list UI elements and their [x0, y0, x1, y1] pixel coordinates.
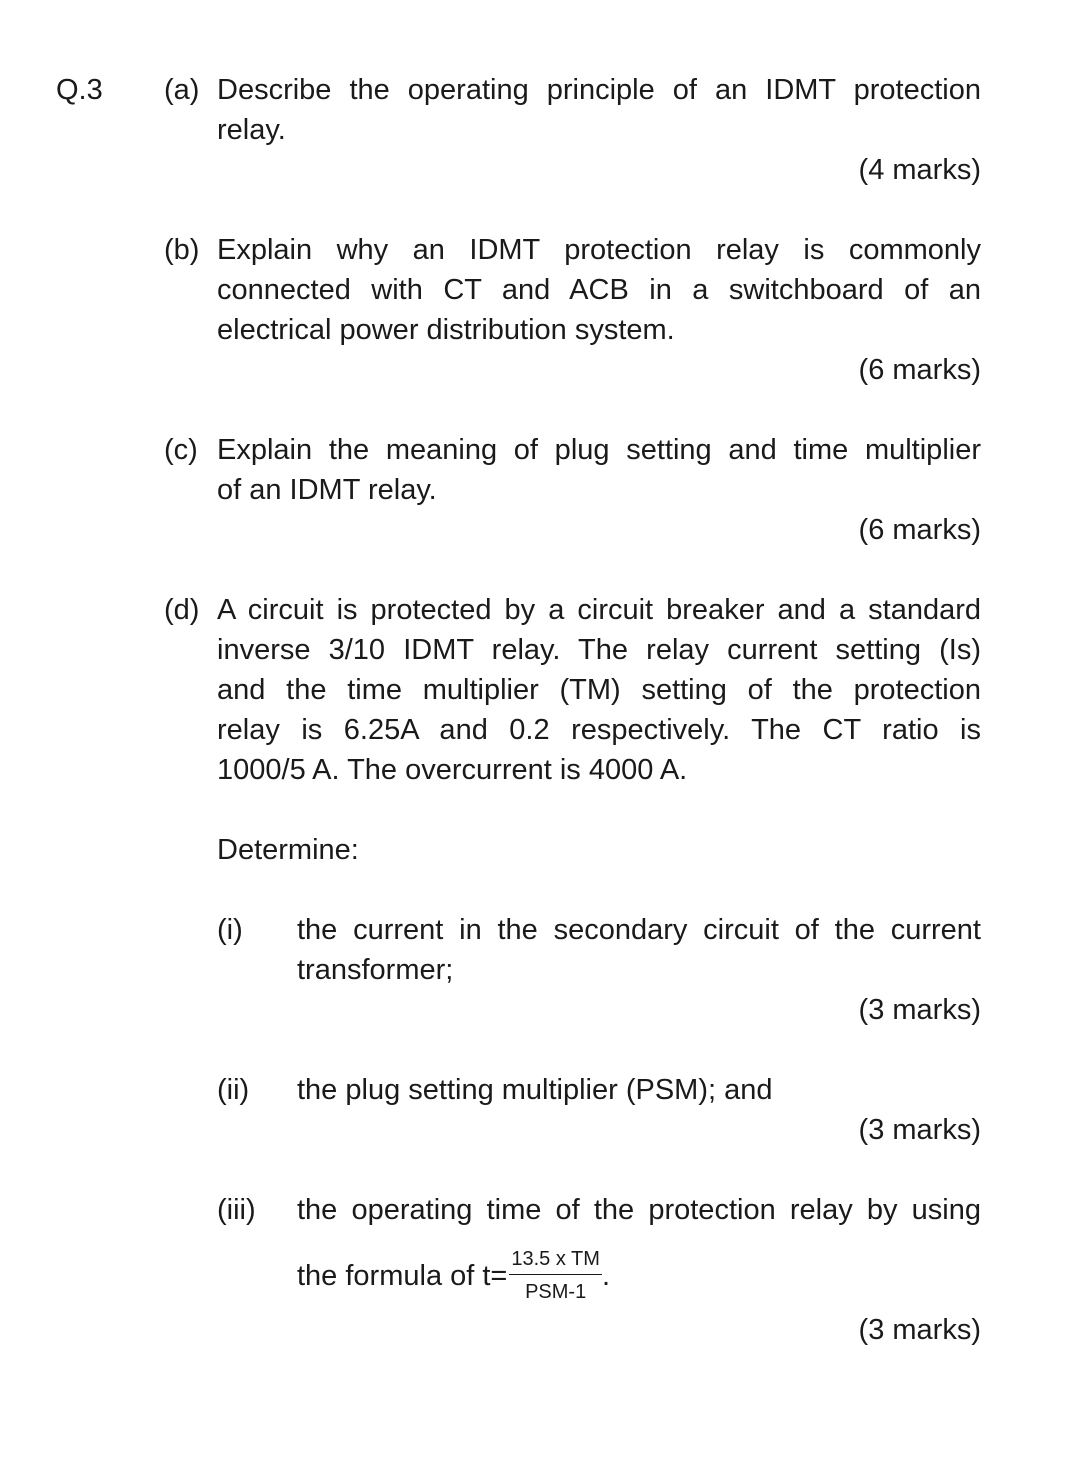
part-d-line: 1000/5 A. The overcurrent is 4000 A.	[217, 754, 688, 786]
part-d-line: relay is 6.25A and 0.2 respectively. The CT ratio is	[217, 714, 981, 746]
formula-denominator: PSM-1	[525, 1281, 587, 1303]
subpart-i-line: the current in the secondary circuit of the current	[297, 914, 981, 946]
formula-suffix: .	[601, 1260, 610, 1293]
part-a-line: Describe the operating principle of an IDMT protection	[217, 74, 981, 106]
part-a-marks: (4 marks)	[858, 154, 981, 186]
subpart-ii-text: the plug setting multiplier (PSM); and	[297, 1074, 773, 1106]
part-c-label: (c)	[164, 434, 198, 466]
part-d-line: A circuit is protected by a circuit breaker and a standard	[217, 594, 981, 626]
subpart-iii-formula-line	[297, 1250, 610, 1305]
part-c-text	[217, 430, 981, 510]
subpart-i-label: (i)	[217, 914, 243, 946]
determine-label: Determine:	[217, 834, 359, 866]
subpart-iii-marks: (3 marks)	[858, 1314, 981, 1346]
formula-prefix: the formula of t=	[297, 1260, 508, 1293]
part-a-line: relay.	[217, 114, 286, 146]
subpart-ii-label: (ii)	[217, 1074, 250, 1106]
subpart-iii-line1-text: the operating time of the protection relay by using	[297, 1194, 981, 1226]
subpart-iii-label: (iii)	[217, 1194, 256, 1226]
part-d-text	[217, 590, 981, 790]
subpart-i-text	[297, 910, 981, 990]
part-c-line: Explain the meaning of plug setting and time multiplier	[217, 434, 981, 466]
part-a-label: (a)	[164, 74, 200, 106]
part-b-label: (b)	[164, 234, 200, 266]
formula-fraction	[509, 1248, 602, 1303]
subpart-ii-marks: (3 marks)	[858, 1114, 981, 1146]
part-b-line: Explain why an IDMT protection relay is commonly	[217, 234, 981, 266]
part-b-text	[217, 230, 981, 350]
part-b-line: connected with CT and ACB in a switchboard of an	[217, 274, 981, 306]
part-b-line: electrical power distribution system.	[217, 314, 675, 346]
part-a-text	[217, 70, 981, 150]
part-d-line: and the time multiplier (TM) setting of the protection	[217, 674, 981, 706]
formula-numerator: 13.5 x TM	[509, 1248, 602, 1275]
subpart-i-marks: (3 marks)	[858, 994, 981, 1026]
part-c-line: of an IDMT relay.	[217, 474, 437, 506]
part-b-marks: (6 marks)	[858, 354, 981, 386]
subpart-iii-line1	[297, 1190, 981, 1230]
subpart-i-line: transformer;	[297, 954, 454, 986]
question-number: Q.3	[56, 74, 103, 106]
part-d-line: inverse 3/10 IDMT relay. The relay current setting (Is)	[217, 634, 981, 666]
part-d-label: (d)	[164, 594, 200, 626]
part-c-marks: (6 marks)	[858, 514, 981, 546]
